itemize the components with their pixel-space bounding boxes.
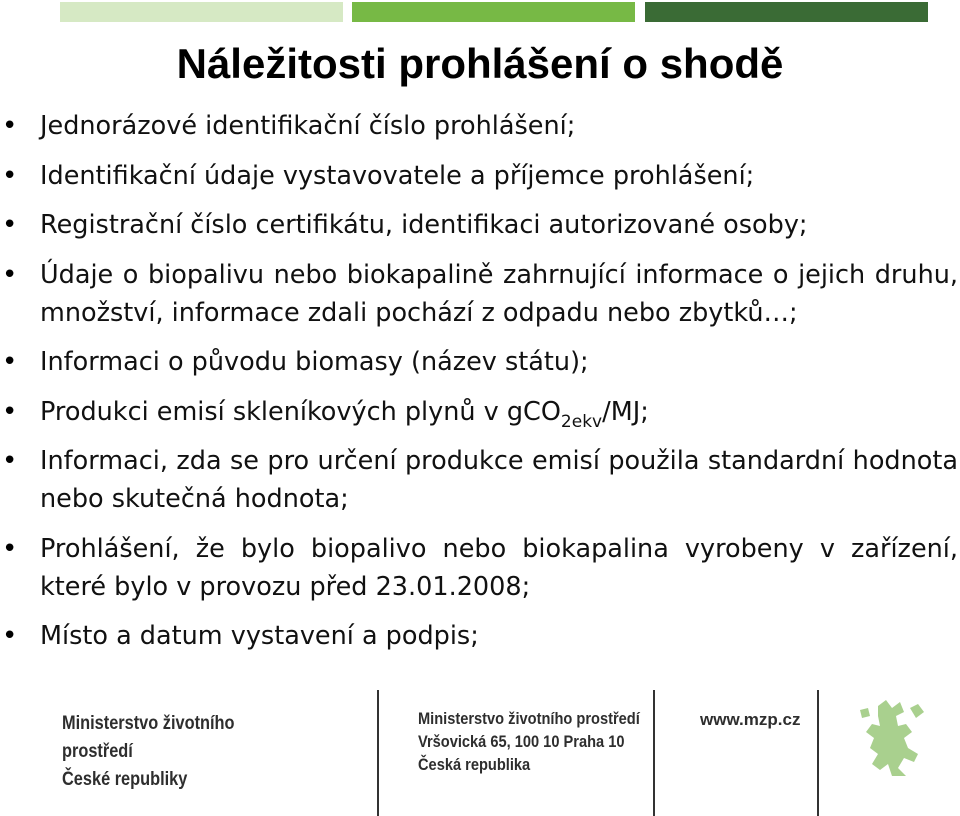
list-item: • Identifikační údaje vystavovatele a příjemce prohlášení; — [0, 157, 960, 195]
list-item: • Údaje o biopalivu nebo biokapalině zahrnující informace o jejich druhu, množství, informace zdali pochází z odpadu nebo zbytků…; — [0, 256, 960, 332]
list-item: • Informaci, zda se pro určení produkce emisí použila standardní hodnota nebo skutečná hodnota; — [0, 442, 960, 518]
footer — [0, 690, 960, 816]
address-line-1: Ministerstvo životního prostředí — [418, 709, 640, 728]
header-bar-dark — [645, 2, 928, 22]
divider — [653, 690, 655, 816]
logo-line-1: Ministerstvo životního prostředí — [62, 713, 235, 762]
address-line-2: Vršovická 65, 100 10 Praha 10 — [418, 732, 625, 751]
emission-unit: /MJ; — [602, 396, 649, 427]
ministry-logo-text — [62, 710, 303, 794]
divider — [377, 690, 379, 816]
divider — [817, 690, 819, 816]
list-item: • Prohlášení, že bylo biopalivo nebo biokapalina vyrobeny v zařízení, které bylo v provozu před 23.01.2008; — [0, 530, 960, 606]
header-bar-mid — [352, 2, 635, 22]
header-bar-light — [60, 2, 343, 22]
list-item: • Registrační číslo certifikátu, identifikaci autorizované osoby; — [0, 206, 960, 244]
emission-text: Produkci emisí skleníkových plynů v gCO — [40, 396, 561, 427]
logo-line-2: České republiky — [62, 769, 188, 790]
list-item: • Jednorázové identifikační číslo prohlášení; — [0, 107, 960, 145]
lion-emblem-icon — [848, 698, 938, 778]
list-item — [0, 393, 960, 431]
requirements-list — [0, 107, 960, 667]
page-title: Náležitosti prohlášení o shodě — [176, 40, 784, 87]
list-item: • Informaci o původu biomasy (název státu); — [0, 343, 960, 381]
website-link[interactable]: www.mzp.cz — [700, 710, 801, 729]
address-block — [418, 707, 640, 776]
emission-subscript: 2ekv — [560, 411, 603, 432]
list-item: • Místo a datum vystavení a podpis; — [0, 617, 960, 655]
address-line-3: Česká republika — [418, 755, 531, 774]
